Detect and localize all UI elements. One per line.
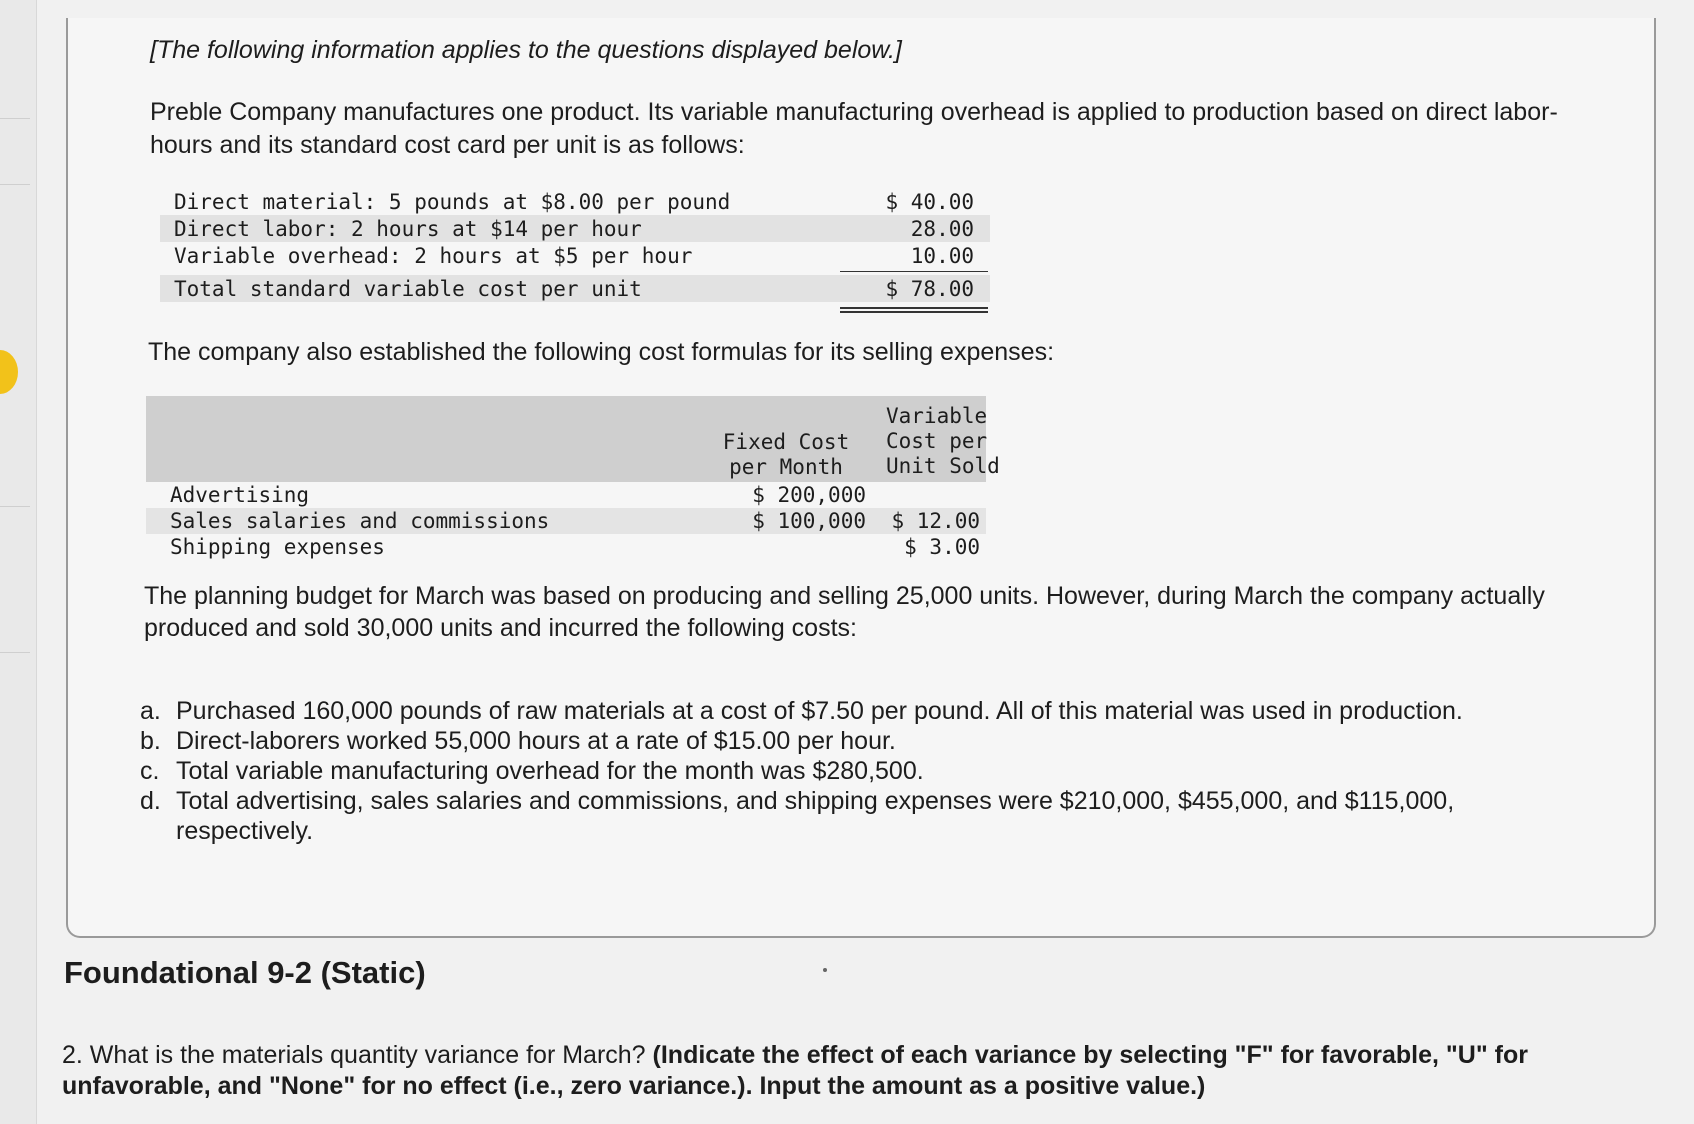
row-amount: $ 40.00	[885, 190, 974, 214]
row-amount: $ 78.00	[885, 277, 974, 301]
list-marker: a.	[140, 697, 161, 725]
left-sidebar-strip	[0, 0, 37, 1124]
header-variable-cost: Variable Cost per Unit Sold	[886, 404, 1000, 478]
question-instructions: (Indicate the effect of each variance by selecting "F" for favorable, "U" for unfavorable, and "None" for no effect (i.e., zero variance.). Input the amount as a positive value.)	[62, 1041, 1528, 1100]
decorative-dot	[823, 968, 827, 972]
row-label: Sales salaries and commissions	[170, 509, 550, 533]
table-row	[146, 534, 986, 560]
paragraph-selling-intro: The company also established the following cost formulas for its selling expenses:	[148, 338, 1055, 366]
subtotal-rule	[840, 271, 988, 272]
paragraph-description: Preble Company manufactures one product. Its variable manufacturing overhead is applied to production based on direct labor-hours and its standard cost card per unit is as follows:	[150, 98, 1558, 159]
intro-note: [The following information applies to the questions displayed below.]	[150, 36, 902, 64]
list-item	[140, 726, 1570, 756]
row-fixed-cost: $ 100,000	[752, 509, 866, 533]
row-fixed-cost: $ 200,000	[752, 483, 866, 507]
standard-cost-card	[160, 188, 990, 302]
list-item-text: Total advertising, sales salaries and commissions, and shipping expenses were $210,000, $455,000, and $115,000, respectively.	[176, 787, 1455, 845]
divider	[0, 184, 30, 185]
row-label: Advertising	[170, 483, 310, 507]
table-header	[146, 396, 1000, 482]
row-label: Direct material: 5 pounds at $8.00 per pound	[174, 190, 731, 214]
row-label: Total standard variable cost per unit	[174, 277, 642, 301]
divider	[0, 506, 30, 507]
list-item	[140, 756, 1570, 786]
question-plain: 2. What is the materials quantity variance for March?	[62, 1041, 653, 1069]
list-marker: c.	[140, 757, 160, 785]
status-marker[interactable]	[0, 350, 18, 394]
table-row	[160, 215, 990, 242]
list-item	[140, 696, 1570, 726]
row-label: Shipping expenses	[170, 535, 385, 559]
total-double-rule	[840, 307, 988, 313]
table-row	[160, 188, 990, 215]
row-amount: 10.00	[910, 244, 974, 268]
list-marker: d.	[140, 787, 161, 815]
row-label: Variable overhead: 2 hours at $5 per hour	[174, 244, 693, 268]
row-variable-cost: $ 12.00	[891, 509, 980, 533]
row-amount: 28.00	[910, 217, 974, 241]
row-variable-cost: $ 3.00	[904, 535, 980, 559]
section-title: Foundational 9-2 (Static)	[64, 955, 426, 990]
actual-costs-list	[140, 696, 1570, 846]
list-marker: b.	[140, 727, 161, 755]
list-item-text: Direct-laborers worked 55,000 hours at a rate of $15.00 per hour.	[176, 727, 896, 755]
list-item-text: Total variable manufacturing overhead for the month was $280,500.	[176, 757, 924, 785]
table-row-total	[160, 275, 990, 302]
divider	[0, 652, 30, 653]
paragraph-planning-budget: The planning budget for March was based on producing and selling 25,000 units. However, during March the company actually produced and sold 30,000 units and incurred the following costs:	[144, 582, 1545, 642]
header-fixed-cost: Fixed Cost per Month	[722, 430, 850, 479]
list-item-text: Purchased 160,000 pounds of raw materials at a cost of $7.50 per pound. All of this material was used in production.	[176, 697, 1463, 725]
selling-expenses-table	[146, 396, 1000, 559]
table-row	[160, 242, 990, 269]
list-item	[140, 786, 1570, 846]
table-row	[146, 508, 986, 534]
divider	[0, 118, 30, 119]
table-row	[146, 482, 986, 508]
question-text	[62, 1040, 1602, 1102]
row-label: Direct labor: 2 hours at $14 per hour	[174, 217, 642, 241]
